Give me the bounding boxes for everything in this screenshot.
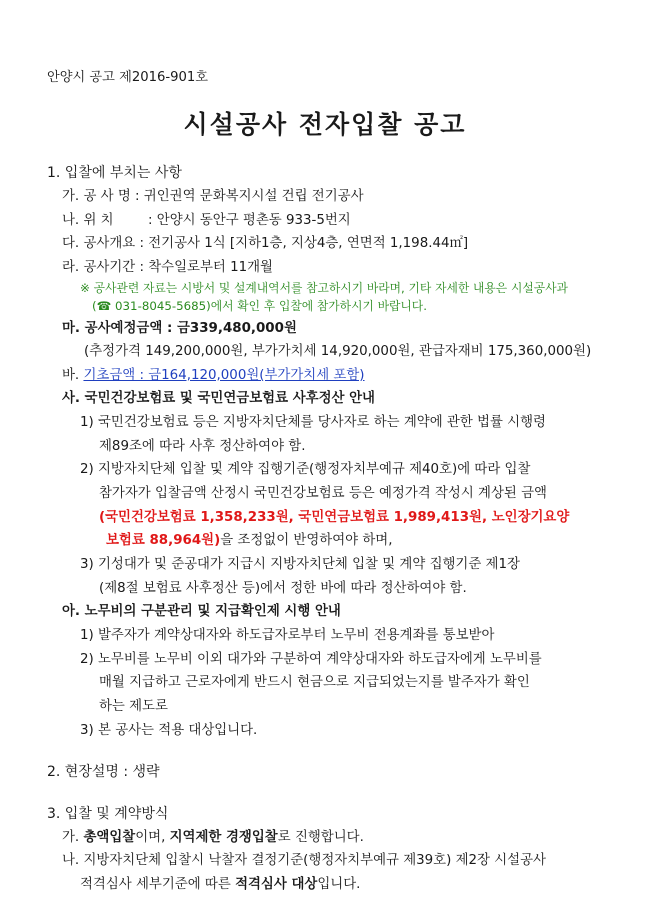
item-sa3-line1: 3) 기성대가 및 준공대가 지급시 지방자치단체 입찰 및 계약 집행기준 제1장 (80, 557, 520, 572)
item-ma (62, 320, 297, 338)
s3-ga-bold1: 총액입찰 (83, 830, 136, 845)
page-title: 시설공사 전자입찰 공고 (183, 110, 467, 139)
item-da: 다. 공사개요 : 전기공사 1식 [지하1층, 지상4층, 연면적 1,198.44㎡] (62, 236, 469, 251)
item-ma-text: 마. 공사예정금액 : 금339,480,000원 (62, 321, 297, 336)
item-ba (62, 367, 365, 385)
item-a: 아. 노무비의 구분관리 및 지급확인제 시행 안내 (62, 604, 341, 619)
s3-ga-mid: 이며, (135, 830, 170, 845)
item-sa2-line2: 참가자가 입찰금액 산정시 국민건강보험료 등은 예정가격 작성시 계상된 금액 (99, 486, 547, 501)
item-ra: 라. 공사기간 : 착수일로부터 11개월 (62, 260, 273, 275)
item-sa2-line4 (106, 532, 392, 550)
item-ma-detail: (추정가격 149,200,000원, 부가가치세 14,920,000원, 관급자재비 175,360,000원) (84, 344, 592, 359)
item-sa3-line2: (제8절 보험료 사후정산 등)에서 정한 바에 따라 정산하여야 함. (99, 581, 467, 596)
item-ba-prefix: 바. (62, 368, 84, 383)
item-sa1-line2: 제89조에 따라 사후 정산하여야 함. (99, 439, 306, 454)
item-sa2-line4-rest: 을 조정없이 반영하여야 하며, (220, 533, 393, 548)
item-a2-line1: 2) 노무비를 노무비 이외 대가와 구분하여 계약상대자와 하도급자에게 노무비를 (80, 652, 542, 667)
s3-ga-bold2: 지역제한 경쟁입찰 (169, 830, 278, 845)
item-a1: 1) 발주자가 계약상대자와 하도급자로부터 노무비 전용계좌를 통보받아 (80, 628, 495, 643)
item-ga: 가. 공 사 명 : 귀인권역 문화복지시설 건립 전기공사 (62, 189, 364, 204)
s3-na-start: 적격심사 세부기준에 따른 (80, 877, 236, 892)
notice-number: 안양시 공고 제2016-901호 (47, 70, 209, 85)
item-sa: 사. 국민건강보험료 및 국민연금보험료 사후정산 안내 (62, 391, 375, 406)
item-sa2-line1: 2) 지방자치단체 입찰 및 계약 집행기준(행정자치부예규 제40호)에 따라 입찰 (80, 462, 531, 477)
s3-na-end: 입니다. (317, 877, 361, 892)
item-na-value: : 안양시 동안구 평촌동 933-5번지 (148, 213, 351, 228)
section2-heading: 2. 현장설명 : 생략 (47, 764, 160, 780)
item-a2-line2: 매월 지급하고 근로자에게 반드시 현금으로 지급되었는지를 발주자가 확인 (99, 675, 530, 690)
notice-line-1: ※ 공사관련 자료는 시방서 및 설계내역서를 참고하시기 바라며, 기타 자세한 내용은 시설공사과 (80, 281, 568, 295)
section1-heading: 1. 입찰에 부치는 사항 (47, 165, 182, 181)
s3-na-bold: 적격심사 대상 (235, 877, 318, 892)
section3-item-na-line1: 나. 지방자치단체 입찰시 낙찰자 결정기준(행정자치부예규 제39호) 제2장 시설공사 (62, 853, 546, 868)
item-sa1-line1: 1) 국민건강보험료 등은 지방자치단체를 당사자로 하는 계약에 관한 법률 시행령 (80, 415, 546, 430)
section3-item-ga (62, 829, 364, 847)
item-a2-line3: 하는 제도로 (99, 699, 168, 714)
s3-ga-prefix: 가. (62, 830, 84, 845)
item-sa2-line3: (국민건강보험료 1,358,233원, 국민연금보험료 1,989,413원, 노인장기요양 (99, 510, 570, 525)
section3-heading: 3. 입찰 및 계약방식 (47, 806, 169, 822)
notice-line-2: (☎ 031-8045-5685)에서 확인 후 입찰에 참가하시기 바랍니다. (92, 299, 427, 313)
s3-ga-end: 로 진행합니다. (277, 830, 364, 845)
section3-item-na-line2 (80, 876, 360, 894)
item-sa2-line4-red: 보험료 88,964원) (106, 533, 221, 548)
item-a3: 3) 본 공사는 적용 대상입니다. (80, 723, 258, 738)
item-na-label: 나. 위 치 (62, 213, 114, 228)
item-ba-value: 기초금액 : 금164,120,000원(부가가치세 포함) (83, 368, 365, 383)
